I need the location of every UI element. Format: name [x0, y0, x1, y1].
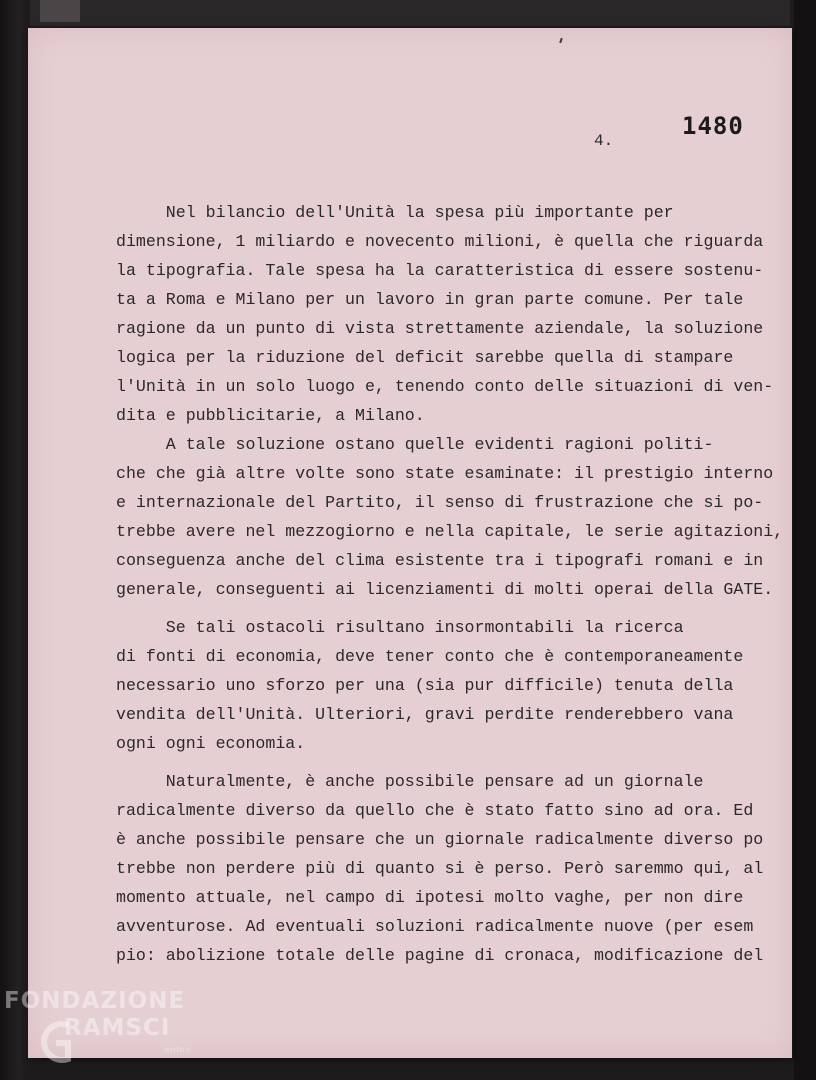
text-line: vendita dell'Unità. Ulteriori, gravi perdite renderebbero vana [116, 705, 734, 724]
text-line: momento attuale, nel campo di ipotesi molto vaghe, per non dire [116, 888, 744, 907]
text-line: è anche possibile pensare che un giornale radicalmente diverso po [116, 830, 764, 849]
watermark-subtitle: onlus [164, 1045, 191, 1054]
text-line: ogni ogni economia. [116, 734, 306, 753]
text-line: dita e pubblicitarie, a Milano. [116, 406, 425, 425]
text-line: Nel bilancio dell'Unità la spesa più importante per [116, 203, 674, 222]
watermark-line-2: RAMSCI [64, 1015, 171, 1041]
paragraph-2 [116, 430, 784, 604]
ink-mark [559, 38, 563, 43]
typewritten-page [28, 28, 792, 1058]
text-line: che che già altre volte sono state esaminate: il prestigio interno [116, 464, 774, 483]
text-line: generale, conseguenti ai licenziamenti di molti operai della GATE. [116, 580, 774, 599]
watermark-line-1: FONDAZIONE [4, 988, 186, 1014]
text-line: di fonti di economia, deve tener conto che è contemporaneamente [116, 647, 744, 666]
scanner-top-strip [30, 0, 790, 26]
scanner-tab [40, 0, 80, 22]
text-line: Se tali ostacoli risultano insormontabili la ricerca [116, 618, 684, 637]
text-line: dimensione, 1 miliardo e novecento milioni, è quella che riguarda [116, 232, 764, 251]
text-line: Naturalmente, è anche possibile pensare ad un giornale [116, 772, 704, 791]
archive-stamp-number: 1480 [682, 112, 744, 140]
text-line: necessario uno sforzo per una (sia pur difficile) tenuta della [116, 676, 734, 695]
text-line: ta a Roma e Milano per un lavoro in gran parte comune. Per tale [116, 290, 744, 309]
body-text [116, 198, 784, 970]
text-line: pio: abolizione totale delle pagine di cronaca, modificazione del [116, 946, 764, 965]
text-line: trebbe non perdere più di quanto si è perso. Però saremmo qui, al [116, 859, 764, 878]
text-line: la tipografia. Tale spesa ha la caratteristica di essere sostenu- [116, 261, 764, 280]
text-line: ragione da un punto di vista strettamente aziendale, la soluzione [116, 319, 764, 338]
text-line: logica per la riduzione del deficit sarebbe quella di stampare [116, 348, 734, 367]
page-number: 4. [594, 132, 614, 150]
text-line: e internazionale del Partito, il senso di frustrazione che si po- [116, 493, 764, 512]
text-line: l'Unità in un solo luogo e, tenendo conto delle situazioni di ven- [116, 377, 774, 396]
text-line: A tale soluzione ostano quelle evidenti ragioni politi- [116, 435, 714, 454]
text-line: conseguenza anche del clima esistente tra i tipografi romani e in [116, 551, 764, 570]
paragraph-1 [116, 198, 776, 430]
text-line: radicalmente diverso da quello che è stato fatto sino ad ora. Ed [116, 801, 754, 820]
paragraph-4 [116, 767, 776, 970]
text-line: trebbe avere nel mezzogiorno e nella capitale, le serie agitazioni, [116, 522, 784, 541]
paragraph-3 [116, 613, 776, 758]
text-line: avventurose. Ad eventuali soluzioni radicalmente nuove (per esem [116, 917, 754, 936]
watermark-g-logo-icon [34, 1015, 74, 1069]
watermark-line-2-wrap [4, 1017, 191, 1040]
fondazione-gramsci-watermark [4, 990, 191, 1054]
scanner-right-edge [794, 0, 816, 1080]
